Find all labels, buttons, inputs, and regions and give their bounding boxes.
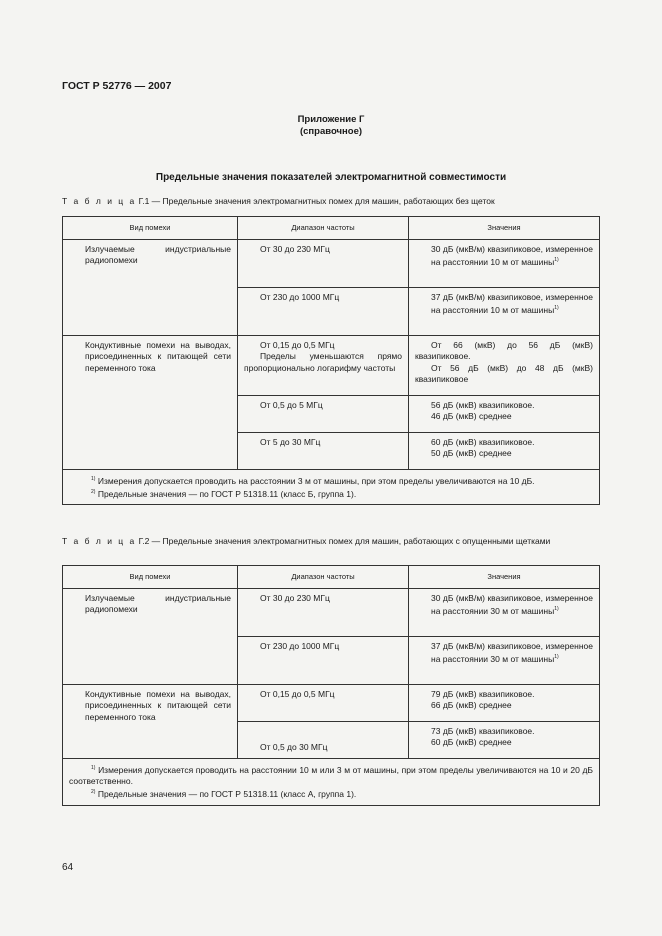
table1-cell-range [238, 335, 409, 395]
footnote-mark: 1) [554, 606, 559, 612]
table1-header-value: Значения [409, 217, 600, 240]
table1-cell-range: От 5 до 30 МГц [238, 432, 409, 469]
footnote-text: Измерения допускается проводить на расстоянии 10 м или 3 м от машины, при этом пределы увеличиваются на 10 и 20 дБ соответственно. [69, 764, 593, 786]
table2-caption-text: Г.2 — Предельные значения электромагнитных помех для машин, работающих с опущенными щетками [138, 536, 551, 546]
footnote-text: Измерения допускается проводить на расстоянии 3 м от машины, при этом пределы увеличиваются на 10 дБ. [97, 475, 535, 486]
table2-cell-range: От 30 до 230 МГц [238, 588, 409, 636]
table1-cell-value [409, 287, 600, 335]
footnote-mark: 1) [554, 654, 559, 660]
value-line: 46 дБ (мкВ) среднее [431, 411, 512, 421]
table1-notes-row [63, 469, 600, 505]
table1-cell-value [409, 395, 600, 432]
table1-cell-type: Кондуктивные помехи на выводах, присоединенных к питающей сети переменного тока [63, 335, 238, 469]
table1-caption [62, 196, 600, 207]
value-line: От 56 дБ (мкВ) до 48 дБ (мкВ) квазипиковое [415, 362, 593, 384]
table1-cell-range: От 0,5 до 5 МГц [238, 395, 409, 432]
appendix-subtitle: (справочное) [299, 126, 363, 137]
table2-cell-value [409, 721, 600, 758]
value-line: 50 дБ (мкВ) среднее [431, 448, 512, 458]
table2-cell-value [409, 684, 600, 721]
table1-cell-value [409, 335, 600, 395]
appendix-heading [0, 114, 662, 138]
value-text: 37 дБ (мкВ/м) квазипиковое, измеренное на расстоянии 10 м от машины [431, 291, 593, 315]
table2-cell-range: От 0,5 до 30 МГц [238, 721, 409, 758]
range-text: От 0,15 до 0,5 МГц [260, 339, 335, 350]
table2-notes-row [63, 758, 600, 805]
table2-caption [62, 536, 600, 547]
value-line: 66 дБ (мкВ) среднее [431, 700, 512, 710]
table1-cell-value [409, 239, 600, 287]
table2-cell-type: Кондуктивные помехи на выводах, присоединенных к питающей сети переменного тока [63, 684, 238, 758]
footnote-1 [69, 763, 593, 788]
table1-cell-range: От 230 до 1000 МГц [238, 287, 409, 335]
footnote-text: Предельные значения — по ГОСТ Р 51318.11 (класс Б, группа 1). [97, 488, 357, 499]
table-row [63, 239, 600, 287]
table2-header-type: Вид помехи [63, 566, 238, 589]
table1 [62, 216, 600, 505]
footnote-mark: 1) [91, 475, 96, 482]
value-line: 60 дБ (мкВ) квазипиковое. [431, 436, 535, 447]
footnote-mark: 1) [554, 305, 559, 311]
table-row [63, 684, 600, 721]
table2-cell-range: От 0,15 до 0,5 МГц [238, 684, 409, 721]
value-line: 60 дБ (мкВ) среднее [431, 737, 512, 747]
table2-cell-range: От 230 до 1000 МГц [238, 636, 409, 684]
value-text: 30 дБ (мкВ/м) квазипиковое, измеренное на расстоянии 30 м от машины [431, 592, 593, 616]
footnote-2 [69, 787, 593, 800]
table1-notes [63, 469, 600, 505]
table2-cell-value [409, 588, 600, 636]
table2-cell-type: Излучаемые индустриальные радиопомехи [63, 588, 238, 684]
table-row [63, 588, 600, 636]
value-text: 30 дБ (мкВ/м) квазипиковое, измеренное на расстоянии 10 м от машины [431, 243, 593, 267]
table2 [62, 565, 600, 806]
footnote-1 [69, 474, 593, 487]
table2-header-row [63, 566, 600, 589]
table1-cell-type: Излучаемые индустриальные радиопомехи [63, 239, 238, 335]
value-line: 56 дБ (мкВ) квазипиковое. [431, 399, 535, 410]
footnote-mark: 2) [91, 488, 96, 495]
table1-cell-range: От 30 до 230 МГц [238, 239, 409, 287]
footnote-mark: 1) [91, 764, 96, 771]
value-line: 79 дБ (мкВ) квазипиковое. [431, 688, 535, 699]
table-row [63, 335, 600, 395]
value-text: 37 дБ (мкВ/м) квазипиковое, измеренное на расстоянии 30 м от машины [431, 640, 593, 664]
table1-caption-text: Г.1 — Предельные значения электромагнитных помех для машин, работающих без щеток [138, 196, 495, 206]
value-line: От 66 (мкВ) до 56 дБ (мкВ) квазипиковое. [415, 339, 593, 361]
table2-header-range: Диапазон частоты [238, 566, 409, 589]
page-number: 64 [62, 862, 74, 873]
document-title: Предельные значения показателей электромагнитной совместимости [155, 172, 507, 183]
table2-cell-value [409, 636, 600, 684]
table1-cell-value [409, 432, 600, 469]
footnote-2 [69, 487, 593, 500]
table2-header-value: Значения [409, 566, 600, 589]
table1-header-range: Диапазон частоты [238, 217, 409, 240]
range-note: Пределы уменьшаются прямо пропорционально логарифму частоты [244, 351, 402, 373]
table2-caption-prefix: Т а б л и ц а [62, 536, 137, 546]
footnote-mark: 2) [91, 789, 96, 796]
appendix-title: Приложение Г [297, 114, 365, 125]
footnote-text: Предельные значения — по ГОСТ Р 51318.11 (класс А, группа 1). [97, 789, 357, 800]
table1-caption-prefix: Т а б л и ц а [62, 196, 137, 206]
table1-header-row [63, 217, 600, 240]
table1-header-type: Вид помехи [63, 217, 238, 240]
table2-notes [63, 758, 600, 805]
value-line: 73 дБ (мкВ) квазипиковое. [431, 725, 535, 736]
footnote-mark: 1) [554, 257, 559, 263]
document-header: ГОСТ Р 52776 — 2007 [62, 80, 172, 92]
